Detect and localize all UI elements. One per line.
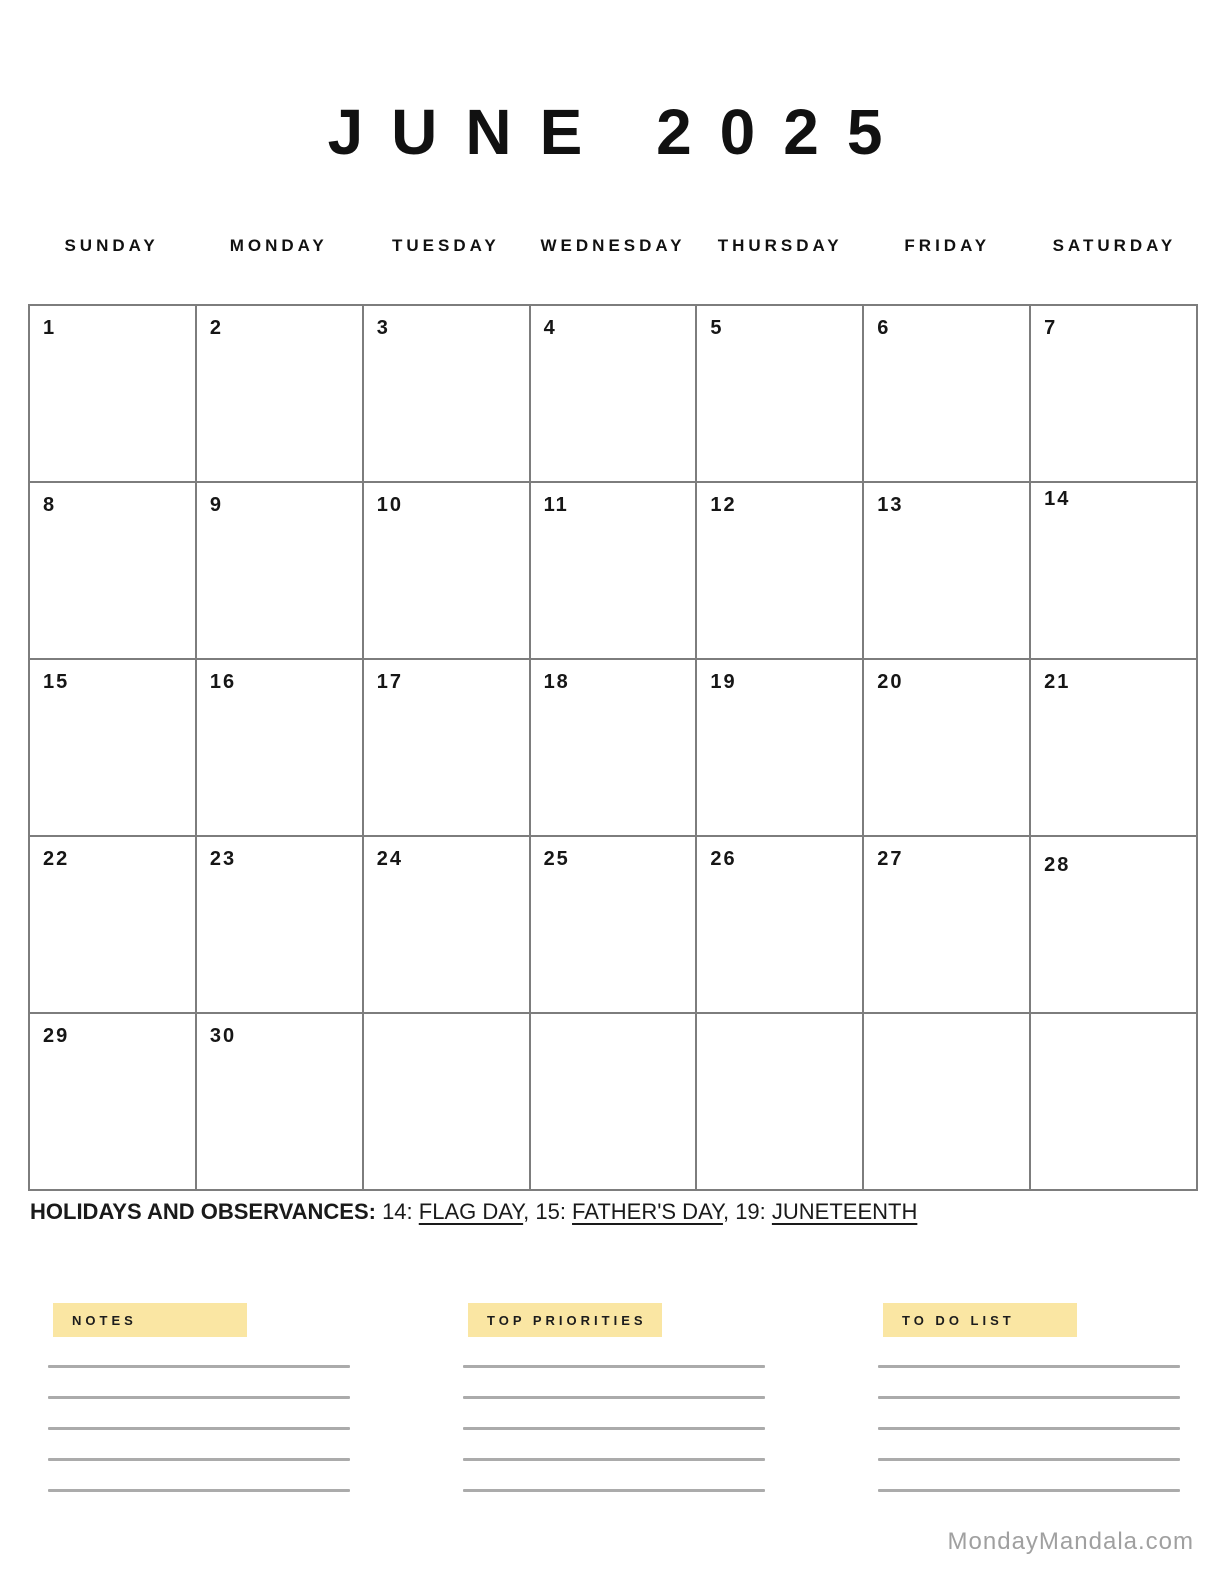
- day-number: 30: [209, 1025, 237, 1047]
- day-number: 25: [543, 848, 570, 870]
- day-number: 26: [710, 848, 737, 870]
- day-number: 2: [209, 317, 223, 339]
- page-title: JUNE 2025: [327, 96, 911, 168]
- section-top-priorities: [463, 1303, 765, 1492]
- day-number: 21: [1044, 671, 1071, 693]
- holidays-label: HOLIDAYS AND OBSERVANCES:: [30, 1199, 376, 1224]
- section-notes: [48, 1303, 350, 1492]
- calendar-cell-day-28: [1031, 837, 1198, 1014]
- calendar-cell-day-17: [364, 660, 531, 837]
- writing-line: [463, 1365, 765, 1368]
- writing-line: [48, 1396, 350, 1399]
- calendar-cell-day-7: [1031, 306, 1198, 483]
- day-number: 11: [543, 494, 569, 516]
- writing-line: [48, 1489, 350, 1492]
- day-number: 22: [43, 848, 70, 870]
- calendar-cell-day-30: [197, 1014, 364, 1191]
- writing-line: [48, 1458, 350, 1461]
- calendar-cell-empty: [697, 1014, 864, 1191]
- weekday-header-thursday: THURSDAY: [717, 236, 843, 255]
- calendar-cell-day-2: [197, 306, 364, 483]
- calendar-cell-day-13: [864, 483, 1031, 660]
- calendar-cell-empty: [531, 1014, 698, 1191]
- weekday-header-monday: MONDAY: [229, 236, 328, 255]
- calendar-cell-empty: [364, 1014, 531, 1191]
- weekday-header-wednesday: WEDNESDAY: [540, 236, 686, 255]
- day-number: 28: [1044, 854, 1071, 876]
- day-number: 4: [543, 317, 557, 339]
- day-number: 5: [710, 317, 724, 339]
- weekday-header-sunday: SUNDAY: [64, 236, 159, 255]
- calendar-cell-day-5: [697, 306, 864, 483]
- calendar-cell-day-23: [197, 837, 364, 1014]
- calendar-cell-day-3: [364, 306, 531, 483]
- holiday-name: JUNETEENTH: [771, 1199, 918, 1224]
- calendar-cell-empty: [864, 1014, 1031, 1191]
- writing-line: [878, 1458, 1180, 1461]
- writing-line: [878, 1396, 1180, 1399]
- calendar-cell-day-10: [364, 483, 531, 660]
- calendar-cell-day-16: [197, 660, 364, 837]
- calendar-cell-day-20: [864, 660, 1031, 837]
- day-number: 8: [43, 494, 57, 516]
- writing-line: [878, 1427, 1180, 1430]
- writing-line: [48, 1365, 350, 1368]
- day-number: 12: [710, 494, 737, 516]
- calendar-grid: [28, 304, 1198, 1191]
- section-label-highlight: [468, 1303, 662, 1337]
- calendar-cell-day-4: [531, 306, 698, 483]
- calendar-cell-day-12: [697, 483, 864, 660]
- calendar-cell-empty: [1031, 1014, 1198, 1191]
- calendar-cell-day-19: [697, 660, 864, 837]
- calendar-cell-day-18: [531, 660, 698, 837]
- calendar-cell-day-24: [364, 837, 531, 1014]
- calendar-cell-day-14: [1031, 483, 1198, 660]
- holiday-name: FLAG DAY: [418, 1199, 524, 1224]
- writing-line: [463, 1458, 765, 1461]
- calendar-cell-day-8: [30, 483, 197, 660]
- day-number: 6: [877, 317, 891, 339]
- section-to-do-list: [878, 1303, 1180, 1492]
- day-number: 13: [877, 494, 904, 516]
- calendar-cell-day-1: [30, 306, 197, 483]
- day-number: 15: [43, 671, 70, 693]
- calendar-cell-day-9: [197, 483, 364, 660]
- writing-line: [48, 1427, 350, 1430]
- weekday-header-row: [28, 236, 1198, 256]
- day-number: 20: [877, 671, 904, 693]
- day-number: 18: [543, 671, 570, 693]
- day-number: 7: [1044, 317, 1058, 339]
- calendar-cell-day-27: [864, 837, 1031, 1014]
- writing-line: [463, 1396, 765, 1399]
- bottom-sections: [0, 1303, 1224, 1492]
- calendar-cell-day-25: [531, 837, 698, 1014]
- section-label: TOP PRIORITIES: [487, 1312, 647, 1328]
- weekday-header-tuesday: TUESDAY: [392, 236, 500, 255]
- day-number: 1: [43, 317, 57, 339]
- calendar-cell-day-21: [1031, 660, 1198, 837]
- day-number: 27: [877, 848, 904, 870]
- calendar-cell-day-11: [531, 483, 698, 660]
- calendar-cell-day-15: [30, 660, 197, 837]
- day-number: 14: [1044, 488, 1071, 510]
- writing-line: [463, 1427, 765, 1430]
- footer-credit: MondayMandala.com: [947, 1528, 1194, 1555]
- section-label: NOTES: [72, 1312, 137, 1328]
- day-number: 10: [376, 494, 403, 516]
- weekday-header-saturday: SATURDAY: [1052, 236, 1177, 255]
- writing-line: [463, 1489, 765, 1492]
- day-number: 16: [209, 671, 237, 693]
- day-number: 19: [710, 671, 737, 693]
- day-number: 23: [209, 848, 237, 870]
- calendar-cell-day-6: [864, 306, 1031, 483]
- section-label: TO DO LIST: [902, 1312, 1015, 1328]
- day-number: 9: [209, 494, 223, 516]
- calendar-cell-day-29: [30, 1014, 197, 1191]
- holiday-name: FATHER'S DAY: [572, 1199, 723, 1224]
- day-number: 17: [376, 671, 403, 693]
- holidays-line: HOLIDAYS AND OBSERVANCES: 14: FLAG DAY, 15: FATHER'S DAY, 19: JUNETEENTH: [30, 1199, 918, 1224]
- writing-line: [878, 1365, 1180, 1368]
- writing-line: [878, 1489, 1180, 1492]
- calendar-cell-day-22: [30, 837, 197, 1014]
- section-label-highlight: [883, 1303, 1077, 1337]
- day-number: 24: [376, 848, 403, 870]
- calendar-cell-day-26: [697, 837, 864, 1014]
- weekday-header-friday: FRIDAY: [904, 236, 991, 255]
- day-number: 3: [376, 317, 390, 339]
- section-label-highlight: [53, 1303, 247, 1337]
- day-number: 29: [43, 1025, 70, 1047]
